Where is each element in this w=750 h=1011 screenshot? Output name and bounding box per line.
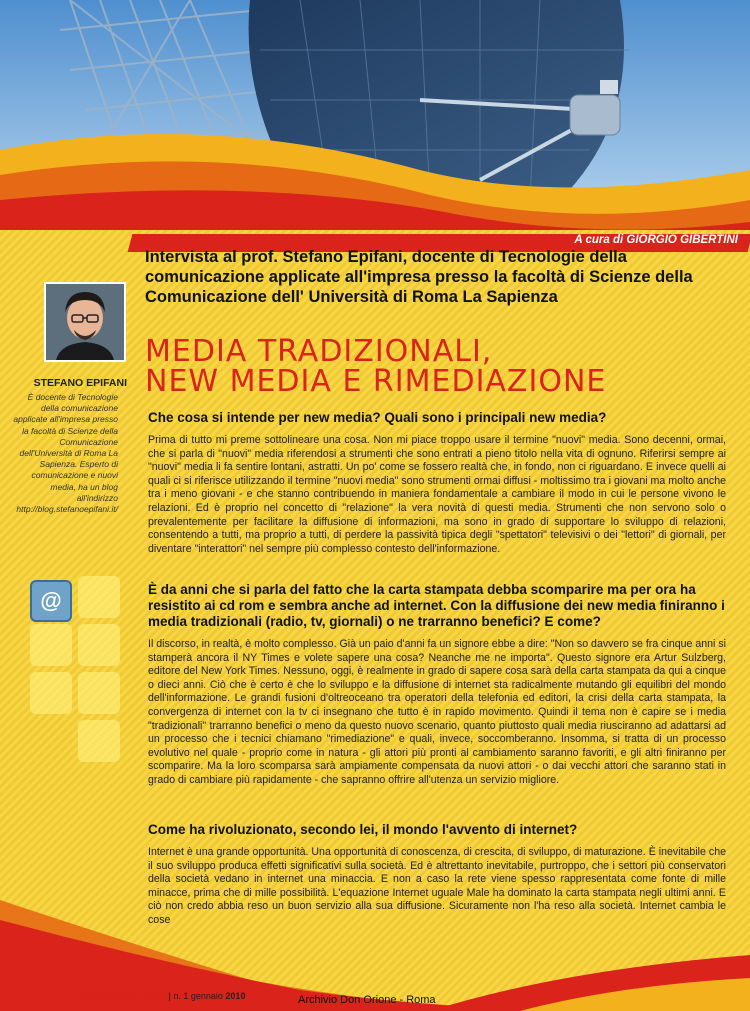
qa-section-2 xyxy=(148,582,726,788)
answer-3: Internet è una grande opportunità. Una opportunità di conoscenza, di crescita, di sviluppo, di maturazione. È inevitabile che il suo sviluppo produca effetti significativi sulla società. Ed è altrettanto inevitabile, purtroppo, che i settori più conservatori della società vedano in internet una minaccia. E non a caso la rete viene spesso rappresentata come fonte di mille minacce, prima che di mille possibilità. L'equazione Internet uguale Male ha dominato la carta stampata negli ultimi anni. E ciò non credo abbia reso un buon servizio alla sua diffusione. Sicuramente non l'ha reso alla società. Internet cambia le cose xyxy=(148,846,726,926)
byline: A cura di GIORGIO GIBERTINI xyxy=(574,234,738,246)
answer-2: Il discorso, in realtà, è molto complesso. Già un paio d'anni fa un signore ebbe a dire: "Non so davvero se fra cinque anni si stamperà ancora il NY Times e volete sapere una cosa? Neanche me ne importa". Questo signore era Artur Sulzberg, editore del New York Times. Nessuno, oggi, è realmente in grado di sapere cosa sarà della carta stampata da qui a cinque o dieci anni. Ciò che è certo è che lo sviluppo e la diffusione di internet sta radicalmente mutando gli equilibri del mondo dell'informazione. Le grandi fusioni d'oltreoceano tra operatori della telefonia ed editori, la crisi della carta stampata, la convergenza di internet con la tv ci insegnano che tutto è in rapido movimento. Quindi il tema non è capire se i media "tradizionali" trarranno benefici o meno da questo nuovo scenario, quanto piuttosto quali media riusciranno ad adattarsi ad un processo che i tecnici chiamano "rimediazione" e quali, invece, soccomberanno. Insomma, si tratta di un processo evolutivo nel quale - proprio come in natura - gli attori più pronti al cambiamento saranno favoriti, e gli altri finiranno per scomparire. Ma la loro scomparsa sarà ampiamente compensata da nuovi attori - o dai vecchi attori che saranno stati in grado di cambiare più rapidamente - che sapranno offrire all'utenza un servizio migliore. xyxy=(148,638,726,786)
deco-square xyxy=(78,672,120,714)
author-bio: È docente di Tecnologie della comunicazione applicate all'impresa presso la facoltà di Scienze della Comunicazione dell'Università di Roma La Sapienza. Esperto di comunicazione e nuovi media, ha un blog all'indirizzo http://blog.stefanoepifani.it/ xyxy=(13,392,118,515)
deco-square xyxy=(78,576,120,618)
question-1: Che cosa si intende per new media? Quali sono i principali new media? xyxy=(148,410,607,425)
deco-square xyxy=(78,720,120,762)
author-portrait xyxy=(44,282,126,362)
archive-caption: Archivio Don Orione - Roma xyxy=(298,994,436,1006)
footer-magazine: DON ORIONE OGGI | n. 1 gennaio 2010 xyxy=(82,991,246,1001)
question-2: È da anni che si parla del fatto che la carta stampata debba scomparire ma per ora ha resistito ai cd rom e sembra anche ad internet. Con la diffusione dei new media finiranno i media tradizionali (radio, tv, giornali) o ne trarranno benefici? E come? xyxy=(148,582,725,629)
qa-section-1 xyxy=(148,410,726,556)
deco-square xyxy=(30,672,72,714)
author-name: STEFANO EPIFANI xyxy=(33,377,127,389)
footer-issue: n. 1 gennaio xyxy=(173,991,223,1001)
footer-year: 2010 xyxy=(225,991,246,1001)
deco-square xyxy=(30,624,72,666)
title-line-1: MEDIA TRADIZIONALI, xyxy=(145,334,493,369)
deco-square xyxy=(78,624,120,666)
footer-brand: DON ORIONE OGGI xyxy=(82,991,167,1001)
intro-heading: Intervista al prof. Stefano Epifani, docente di Tecnologie della comunicazione applicate all'impresa presso la facoltà di Scienze della Comunicazione dell' Università di Roma La Sapienza xyxy=(145,248,693,306)
at-sign-icon: @ xyxy=(30,580,72,622)
question-3: Come ha rivoluzionato, secondo lei, il mondo l'avvento di internet? xyxy=(148,822,578,837)
issue-tag: n. 1 xyxy=(44,196,125,231)
answer-1: Prima di tutto mi preme sottolineare una cosa. Non mi piace troppo usare il termine "nuovi" media. Sono decenni, ormai, che si parla di "nuovi" media riferendosi a strumenti che sono entrati a pieno titolo nella vita di ognuno. Riferirsi sempre ai "nuovi" media li fa sentire lontani, astratti. Un po' come se fossero realtà che, in fondo, non ci riguardano. E invece quelli ai quali ci si riferisce utilizzando il termine "nuovi media" sono strumenti ormai diffusi - moltissimo tra i giovani ma molto anche tra i meno giovani - e che stanno contribuendo in maniera fondamentale a cambiare il modo in cui le persone vivono le relazioni. Ed è proprio nel concetto di "relazione" la vera novità di questi media. Strumenti che non servono solo o prevalentemente per facilitare la diffusione di informazioni, ma sono in grado di supportare lo sviluppo di relazioni, consentendo a tutti, ma proprio a tutti, di perdere la passività tipica degli "spettatori" televisivi o dei "lettori" di giornali, per diventare "interattori" nel sempre più complesso contesto dell'informazione. xyxy=(148,434,726,555)
article-title xyxy=(145,334,745,399)
title-line-2: NEW MEDIA E RIMEDIAZIONE xyxy=(145,364,607,399)
